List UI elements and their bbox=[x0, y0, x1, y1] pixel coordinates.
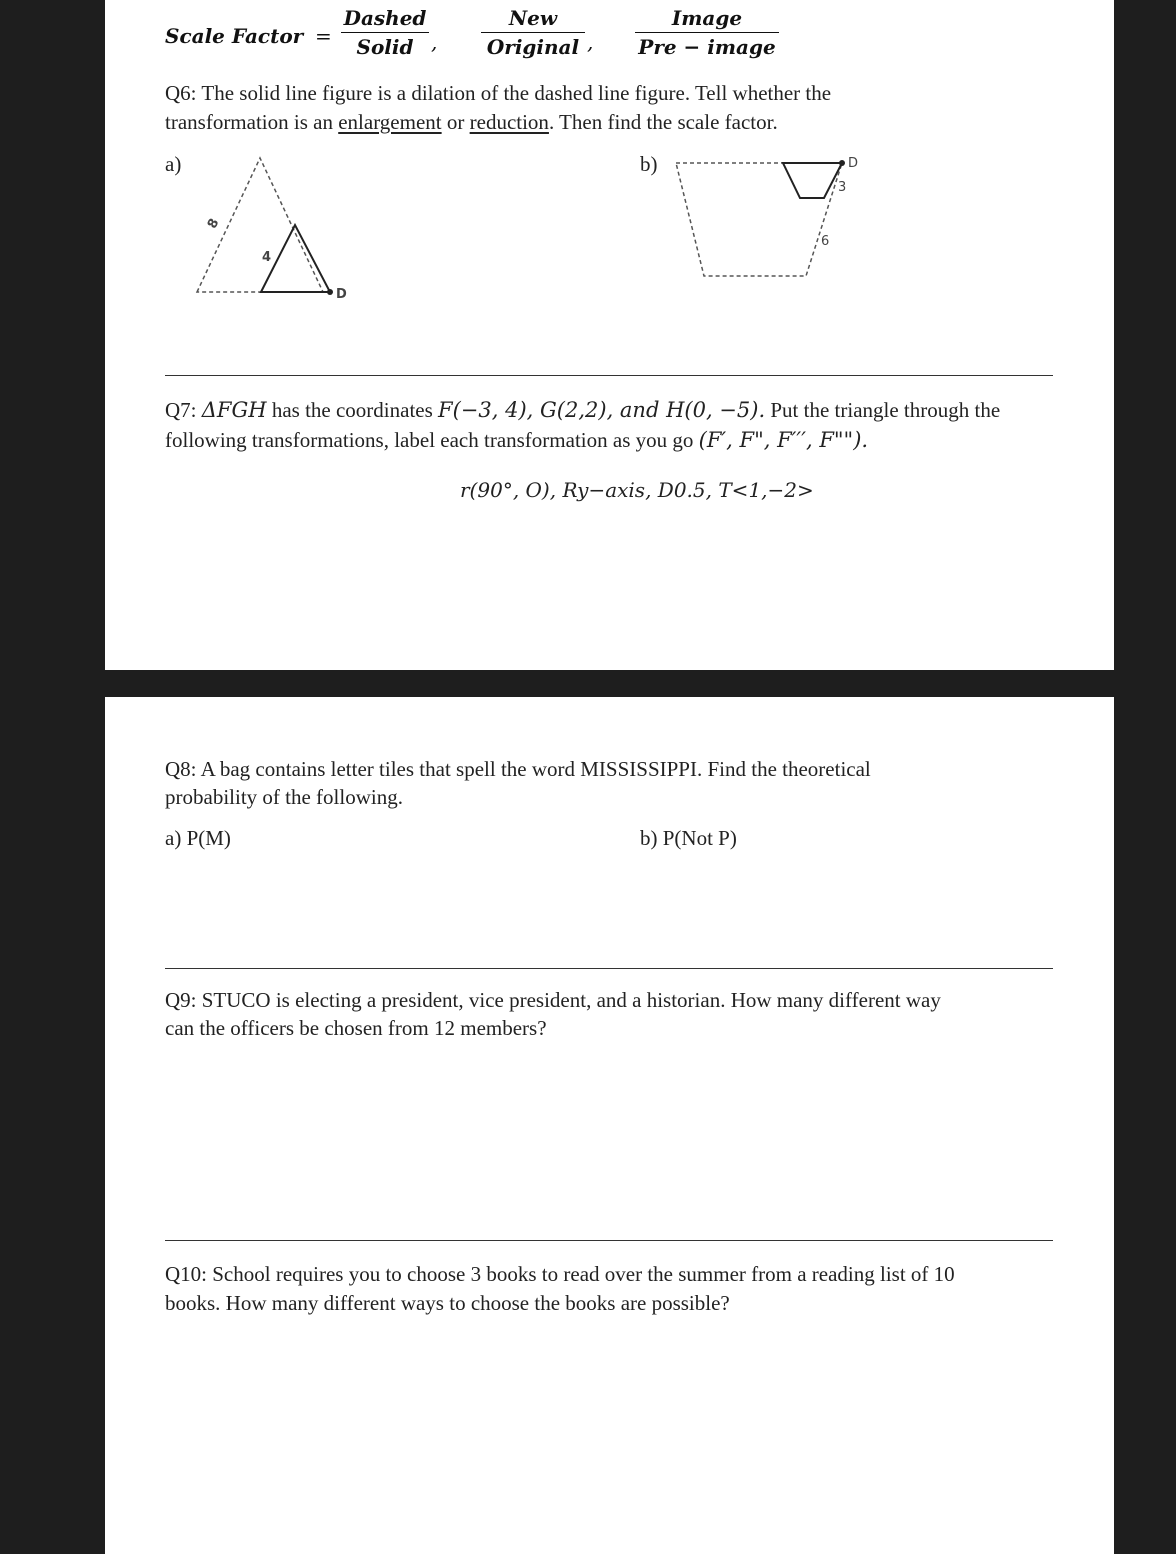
figure-a-label-4: 4 bbox=[262, 250, 272, 265]
q8-text-line1: Q8: A bag contains letter tiles that spell the word MISSISSIPPI. Find the theoretical bbox=[165, 757, 871, 781]
q9-text-line2: can the officers be chosen from 12 members? bbox=[165, 1016, 547, 1040]
q7-text-segment: following transformations, label each transformation as you go bbox=[165, 428, 699, 452]
worksheet-page-1 bbox=[105, 0, 1114, 670]
figure-b-label-6: 6 bbox=[821, 234, 830, 249]
worksheet-page-2 bbox=[105, 697, 1114, 1554]
q6-text-line2 bbox=[165, 108, 1065, 137]
equals-sign: = bbox=[315, 24, 332, 48]
answer-divider bbox=[165, 1240, 1053, 1241]
q7-text-line1 bbox=[165, 396, 1105, 425]
figure-a-label-d: D bbox=[336, 287, 347, 302]
answer-divider bbox=[165, 375, 1053, 376]
q6-text-segment: or bbox=[441, 110, 470, 134]
q6-text-segment: transformation is an bbox=[165, 110, 339, 134]
scale-factor-label: Scale Factor bbox=[165, 24, 304, 48]
q6-text-line1: Q6: The solid line figure is a dilation of the dashed line figure. Tell whether the bbox=[165, 81, 832, 105]
fraction-separator: , bbox=[587, 30, 594, 54]
q8-text-line2: probability of the following. bbox=[165, 785, 403, 809]
dashed-trapezoid bbox=[676, 163, 842, 276]
figure-a-label-8: 8 bbox=[204, 216, 223, 232]
center-point-d bbox=[839, 160, 845, 166]
fraction-numerator: New bbox=[508, 6, 558, 30]
q7-text-segment: Q7: bbox=[165, 398, 202, 422]
fraction-new-original bbox=[481, 6, 585, 59]
figure-a-triangles bbox=[185, 150, 365, 310]
fraction-numerator: Image bbox=[671, 6, 743, 30]
figure-b-label-d: D bbox=[848, 156, 859, 171]
enlargement-term: enlargement bbox=[338, 110, 442, 134]
figure-b-trapezoids bbox=[670, 150, 870, 290]
q7-coordinates: F(−3, 4), G(2,2), and H(0, −5). bbox=[438, 398, 766, 422]
figure-b-label-3: 3 bbox=[838, 180, 847, 195]
q9-text-line1: Q9: STUCO is electing a president, vice president, and a historian. How many different way bbox=[165, 988, 941, 1012]
fraction-dashed-solid bbox=[341, 6, 429, 59]
fraction-image-preimage bbox=[635, 6, 779, 59]
q7-text-line2 bbox=[165, 426, 1105, 455]
q7-transformations: r(90°, O), Ry−axis, D0.5, T<1,−2> bbox=[460, 478, 814, 502]
q6-text-segment: . Then find the scale factor. bbox=[548, 110, 778, 134]
fraction-separator: , bbox=[431, 30, 438, 54]
q8-part-b: b) P(Not P) bbox=[640, 826, 737, 850]
fraction-numerator: Dashed bbox=[343, 6, 427, 30]
q6-part-a-label: a) bbox=[165, 152, 182, 176]
q10-text-line2: books. How many different ways to choose the books are possible? bbox=[165, 1291, 730, 1315]
answer-divider bbox=[165, 968, 1053, 969]
q7-prime-labels: (F′, F", F′′′, F""). bbox=[698, 428, 869, 452]
q8-part-a: a) P(M) bbox=[165, 826, 231, 850]
q10-text-line1: Q10: School requires you to choose 3 books to read over the summer from a reading list of 10 bbox=[165, 1262, 955, 1286]
fraction-denominator: Original bbox=[486, 35, 580, 59]
q7-triangle-name: ΔFGH bbox=[201, 398, 267, 422]
q7-text-segment: Put the triangle through the bbox=[765, 398, 1001, 422]
fraction-denominator: Solid bbox=[356, 35, 414, 59]
q7-text-segment: has the coordinates bbox=[266, 398, 439, 422]
fraction-denominator: Pre − image bbox=[638, 35, 776, 59]
center-point-d bbox=[327, 289, 333, 295]
reduction-term: reduction bbox=[469, 110, 549, 134]
q6-part-b-label: b) bbox=[640, 152, 658, 176]
